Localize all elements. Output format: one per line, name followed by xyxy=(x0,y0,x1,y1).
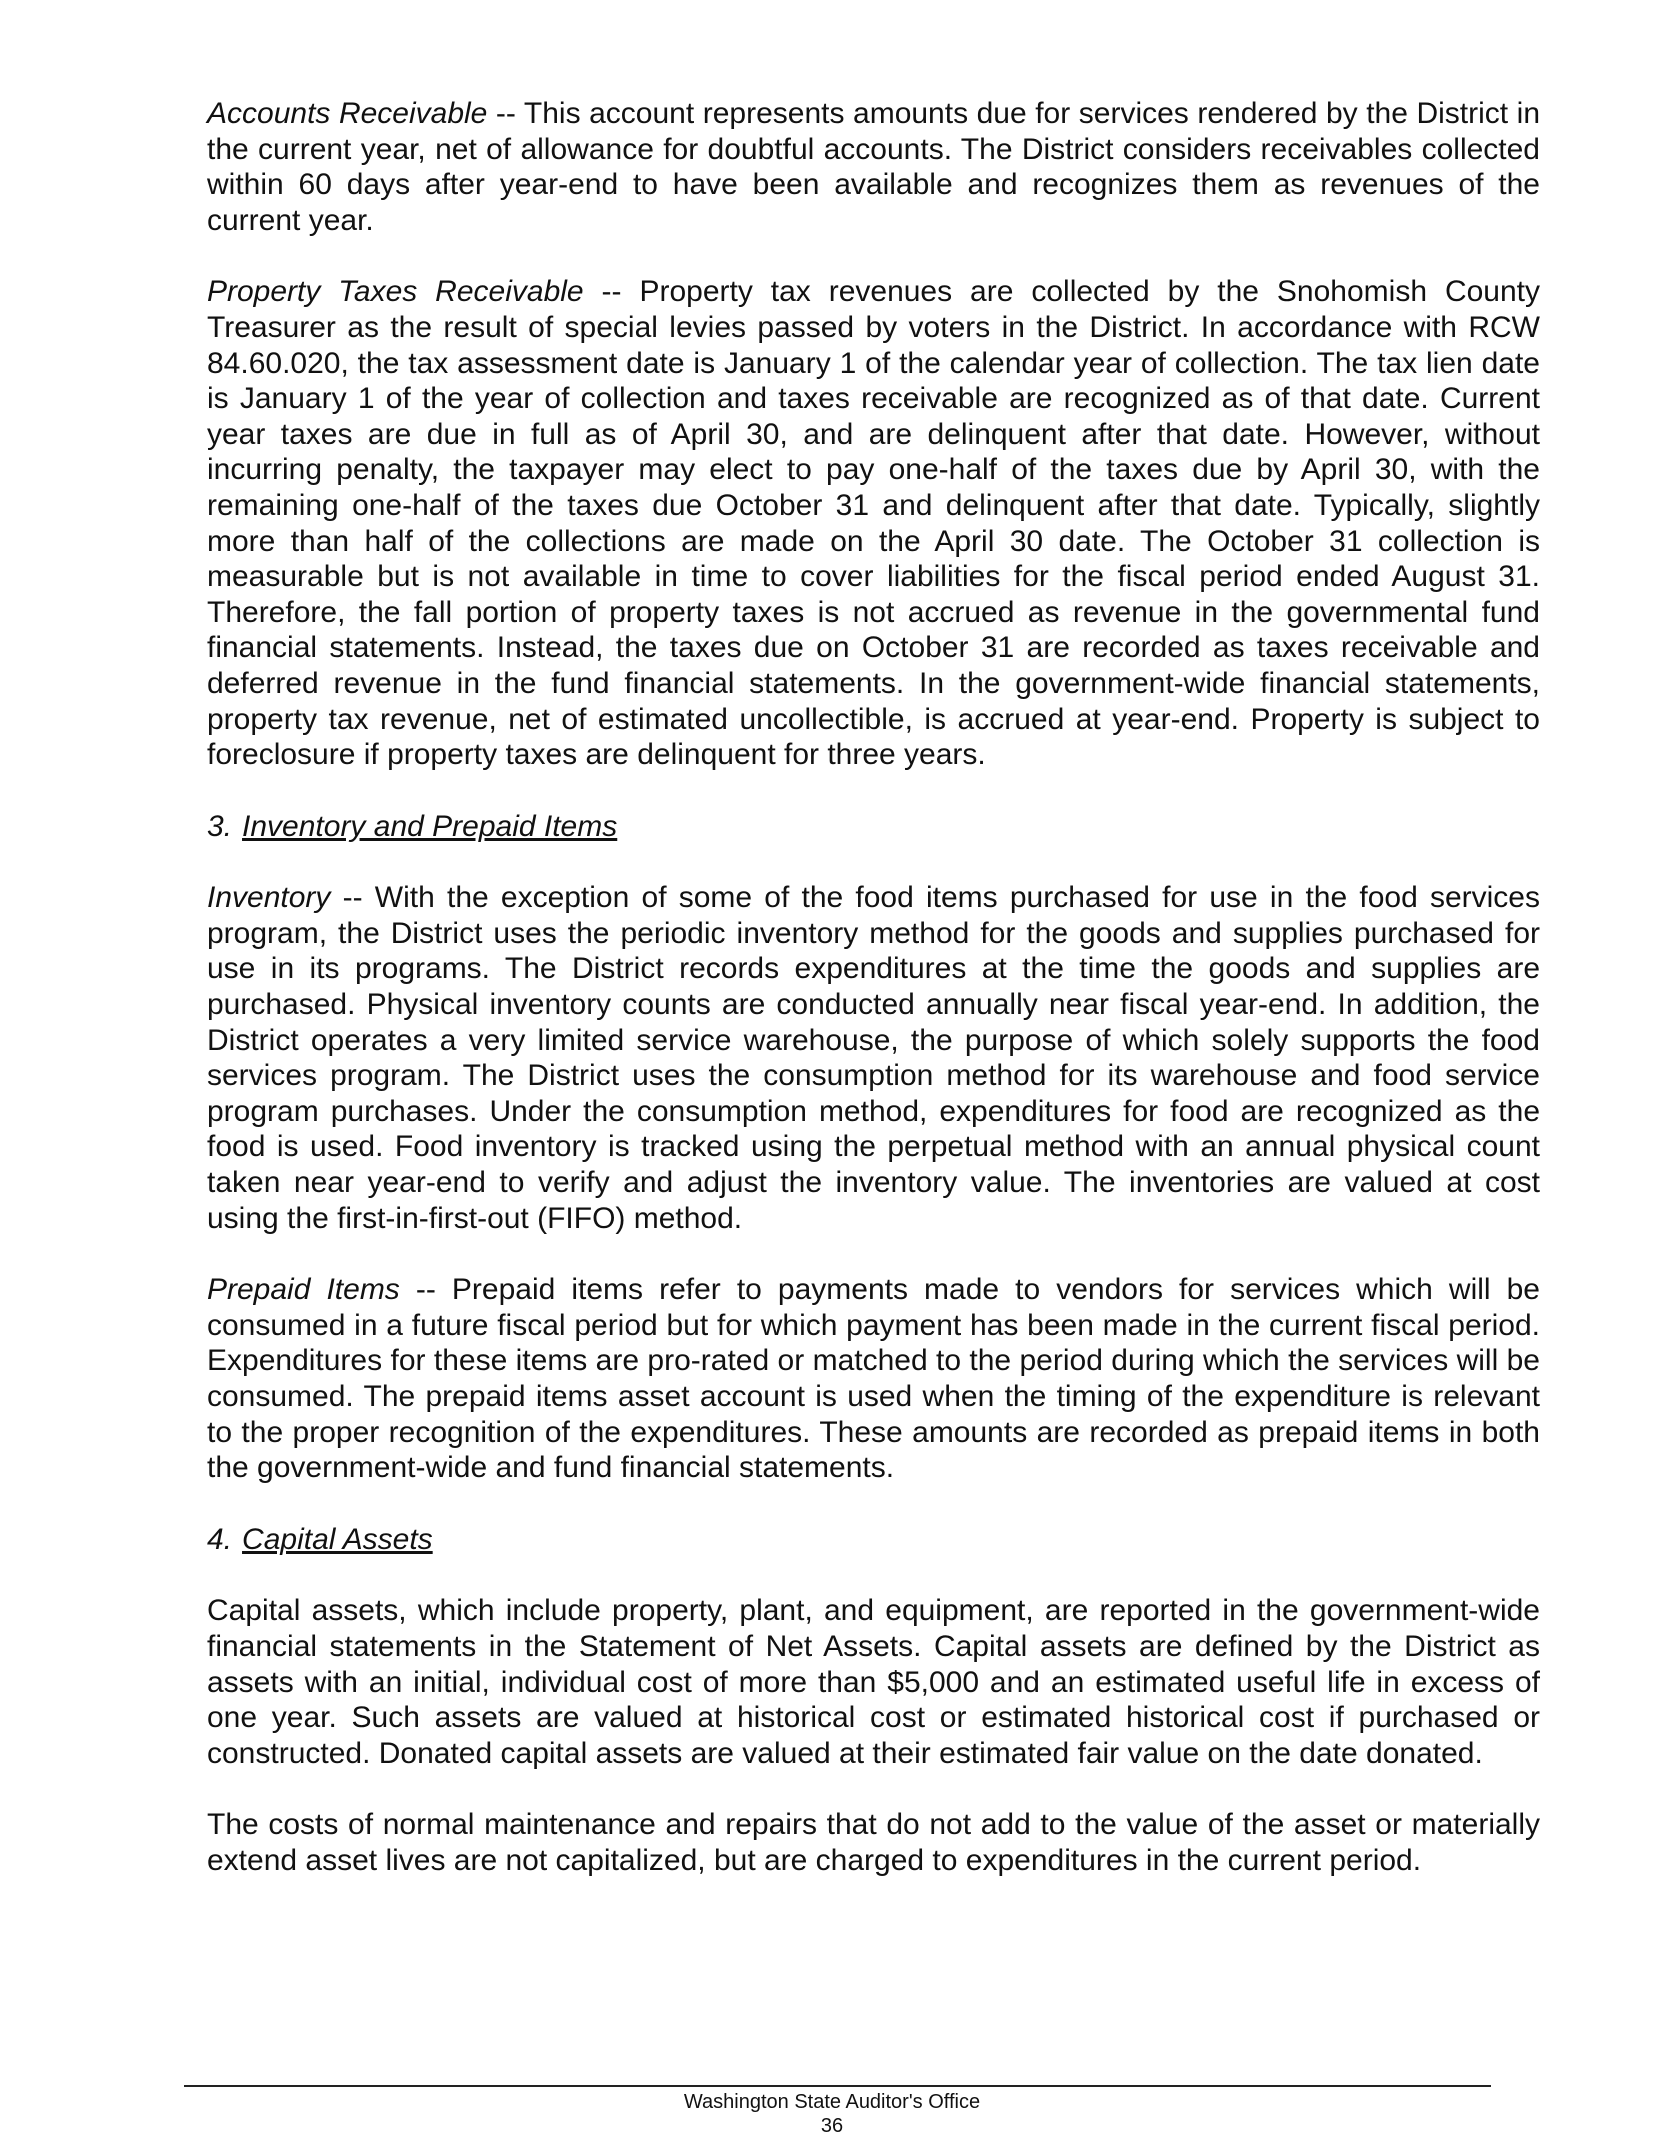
prepaid-items-term: Prepaid Items xyxy=(207,1273,400,1307)
capital-assets-paragraph-2: The costs of normal maintenance and repairs that do not add to the value of the asset or materially extend asset lives are not capitalized, but are charged to expenditures in the current period. xyxy=(207,1808,1540,1877)
capital-assets-paragraph-1: Capital assets, which include property, plant, and equipment, are reported in the government-wide financial statements in the Statement of Net Assets. Capital assets are defined by the District as assets with an initial, individual cost of more than $5,000 and an estimated useful life in excess of one year. Such assets are valued at historical cost or estimated historical cost if purchased or constructed. Donated capital assets are valued at their estimated fair value on the date donated. xyxy=(207,1594,1540,1770)
accounts-receivable-paragraph xyxy=(207,96,1540,238)
property-taxes-paragraph xyxy=(207,274,1540,772)
footer-divider xyxy=(184,2085,1491,2087)
section-title-capital-assets: Capital Assets xyxy=(242,1522,433,1556)
footer-office-name: Washington State Auditor's Office xyxy=(683,2091,981,2113)
accounts-receivable-text: -- This account represents amounts due for services rendered by the District in the current year, net of allowance for doubtful accounts. The District considers receivables collected within 60 days after year-end to have been available and recognizes them as revenues of the current year. xyxy=(207,97,1541,237)
page-number: 36 xyxy=(820,2115,844,2137)
page-body xyxy=(207,96,1540,1915)
accounts-receivable-term: Accounts Receivable xyxy=(207,97,488,130)
section-number-4: 4. xyxy=(207,1522,233,1556)
section-title-inventory: Inventory and Prepaid Items xyxy=(242,809,618,843)
inventory-text: -- With the exception of some of the food items purchased for use in the food services program, the District uses the periodic inventory method for the goods and supplies purchased for use in its programs. The District records expenditures at the time the goods and supplies are purchased. Physical inventory counts are conducted annually near fiscal year-end. In addition, the District operates a very limited service warehouse, the purpose of which solely supports the food services program. The District uses the consumption method for its warehouse and food service program purchases. Under the consumption method, expenditures for food are recognized as the food is used. Food inventory is tracked using the perpetual method with an annual physical count taken near year-end to verify and adjust the inventory value. The inventories are valued at cost using the first-in-first-out (FIFO) method. xyxy=(207,881,1540,1235)
section-heading-capital-assets xyxy=(207,1522,1540,1558)
property-taxes-term: Property Taxes Receivable xyxy=(207,275,584,309)
prepaid-items-paragraph xyxy=(207,1272,1540,1486)
inventory-paragraph xyxy=(207,880,1540,1236)
section-heading-inventory xyxy=(207,809,1540,845)
property-taxes-text: -- Property tax revenues are collected by the Snohomish County Treasurer as the result of special levies passed by voters in the District. In accordance with RCW 84.60.020, the tax assessment date is January 1 of the calendar year of collection. The tax lien date is January 1 of the year of collection and taxes receivable are recognized as of that date. Current year taxes are due in full as of April 30, and are delinquent after that date. However, without incurring penalty, the taxpayer may elect to pay one-half of the taxes due by April 30, with the remaining one-half of the taxes due October 31 and delinquent after that date. Typically, slightly more than half of the collections are made on the April 30 date. The October 31 collection is measurable but is not available in time to cover liabilities for the fiscal period ended August 31. Therefore, the fall portion of property taxes is not accrued as revenue in the governmental fund financial statements. Instead, the taxes due on October 31 are recorded as taxes receivable and deferred revenue in the fund financial statements. In the government-wide financial statements, property tax revenue, net of estimated uncollectible, is accrued at year-end. Property is subject to foreclosure if property taxes are delinquent for three years. xyxy=(207,275,1540,772)
inventory-term: Inventory xyxy=(207,881,331,915)
section-number-3: 3. xyxy=(207,809,233,843)
prepaid-items-text: -- Prepaid items refer to payments made to vendors for services which will be consumed in a future fiscal period but for which payment has been made in the current fiscal period. Expenditures for these items are pro-rated or matched to the period during which the services will be consumed. The prepaid items asset account is used when the timing of the expenditure is relevant to the proper recognition of the expenditures. These amounts are recorded as prepaid items in both the government-wide and fund financial statements. xyxy=(207,1273,1540,1485)
